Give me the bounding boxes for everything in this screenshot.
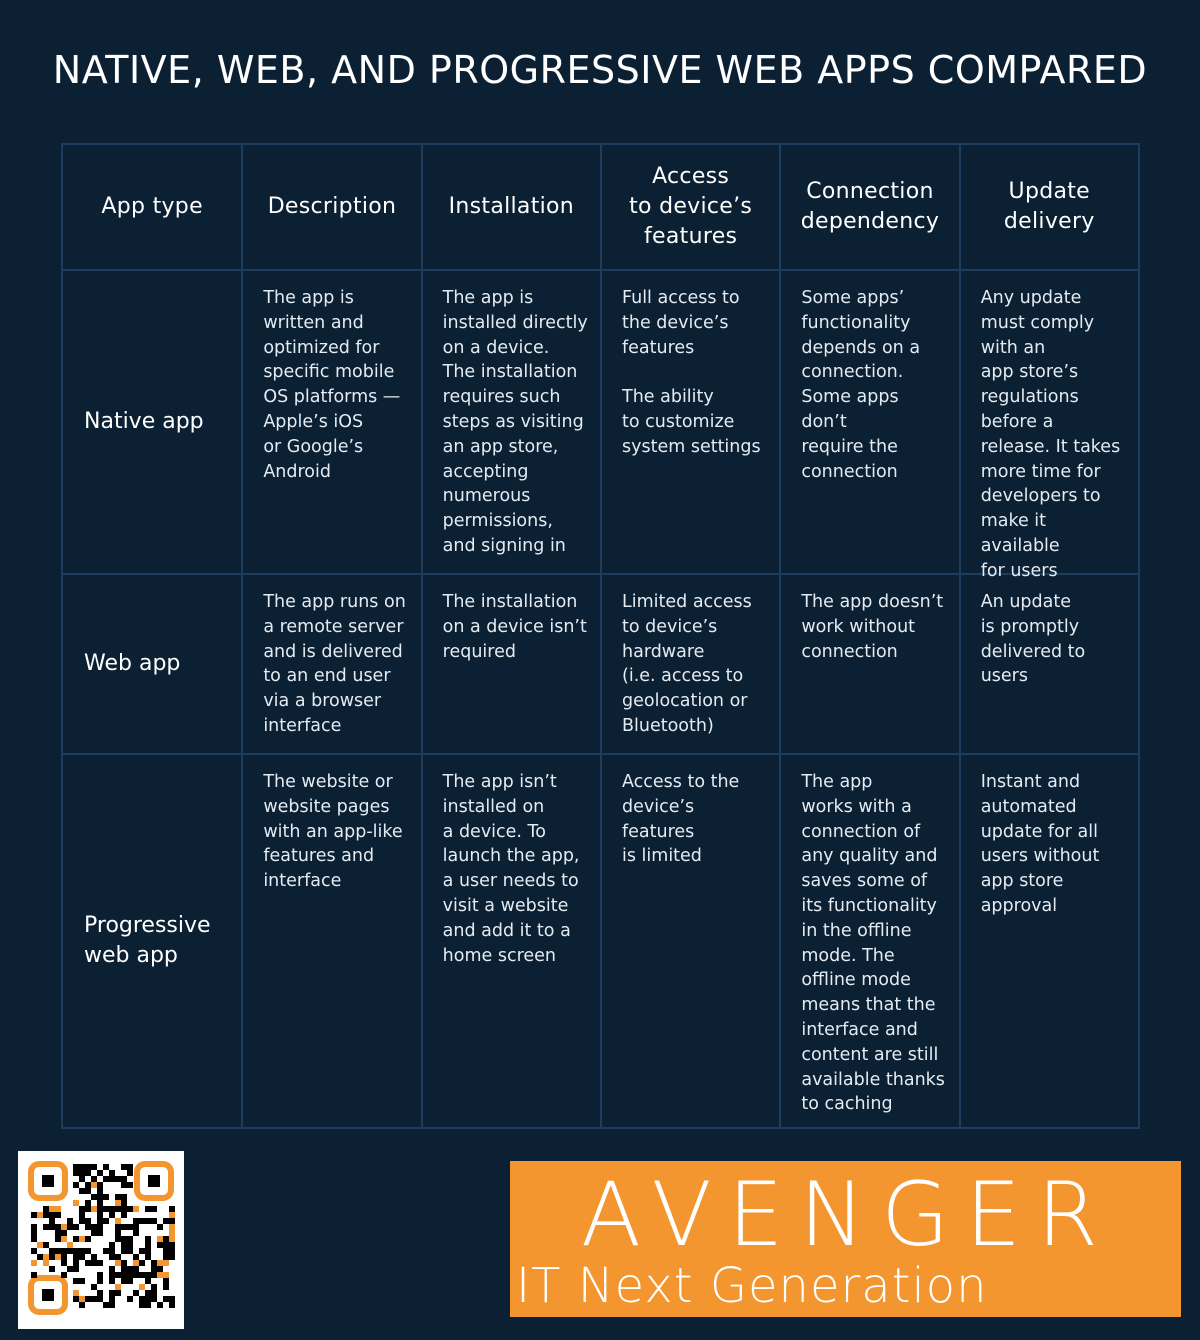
table-cell: The app runs on a remote server and is delivered to an end user via a browser interface [241, 575, 420, 753]
page-title: NATIVE, WEB, AND PROGRESSIVE WEB APPS COMPARED [52, 48, 1148, 92]
table-cell: An update is promptly delivered to users [959, 575, 1138, 753]
table-cell: The app isn’t installed on a device. To launch the app, a user needs to visit a website and add it to a home screen [421, 755, 600, 1127]
header-access-features: Access to device’s features [600, 145, 779, 269]
table-cell: The website or website pages with an app-like features and interface [241, 755, 420, 1127]
comparison-table [61, 143, 1140, 1129]
table-cell: The app is written and optimized for specific mobile OS platforms — Apple’s iOS or Google’s Android [241, 271, 420, 573]
table-header-row [63, 145, 1138, 269]
header-update-delivery: Update delivery [959, 145, 1138, 269]
row-label: Web app [84, 651, 181, 676]
qr-code-graphic [18, 1151, 184, 1329]
row-label: Native app [84, 409, 204, 434]
header-connection-dependency: Connection dependency [779, 145, 958, 269]
table-cell: Any update must comply with an app store’s regulations before a release. It takes more time for developers to make it available for users [959, 271, 1138, 573]
logo-tagline: IT Next Generation [516, 1258, 988, 1314]
table-cell: Access to the device’s features is limited [600, 755, 779, 1127]
header-installation: Installation [421, 145, 600, 269]
table-cell: The app is installed directly on a device. The installation requires such steps as visiting an app store, accepting numerous permissions, and signing in [421, 271, 600, 573]
table-cell: Instant and automated update for all users without app store approval [959, 755, 1138, 1127]
table-row-web-app [63, 573, 1138, 753]
table-cell: Some apps’ functionality depends on a connection. Some apps don’t require the connection [779, 271, 958, 573]
table-cell: Full access to the device’s features The ability to customize system settings [600, 271, 779, 573]
qr-code[interactable] [18, 1151, 184, 1329]
table-cell: The app doesn’t work without connection [779, 575, 958, 753]
table-cell: The installation on a device isn’t required [421, 575, 600, 753]
table-cell: Limited access to device’s hardware (i.e. access to geolocation or Bluetooth) [600, 575, 779, 753]
table-row-progressive-web-app [63, 753, 1138, 1127]
row-label: Progressive web app [84, 913, 211, 968]
table-row-native-app [63, 269, 1138, 581]
logo-wordmark: AVENGER [580, 1163, 1115, 1266]
header-description: Description [241, 145, 420, 269]
header-app-type: App type [101, 194, 203, 219]
avenger-logo [510, 1161, 1181, 1317]
table-cell: The app works with a connection of any quality and saves some of its functionality in the offline mode. The offline mode means that the interface and content are still available thanks to caching [779, 755, 958, 1127]
